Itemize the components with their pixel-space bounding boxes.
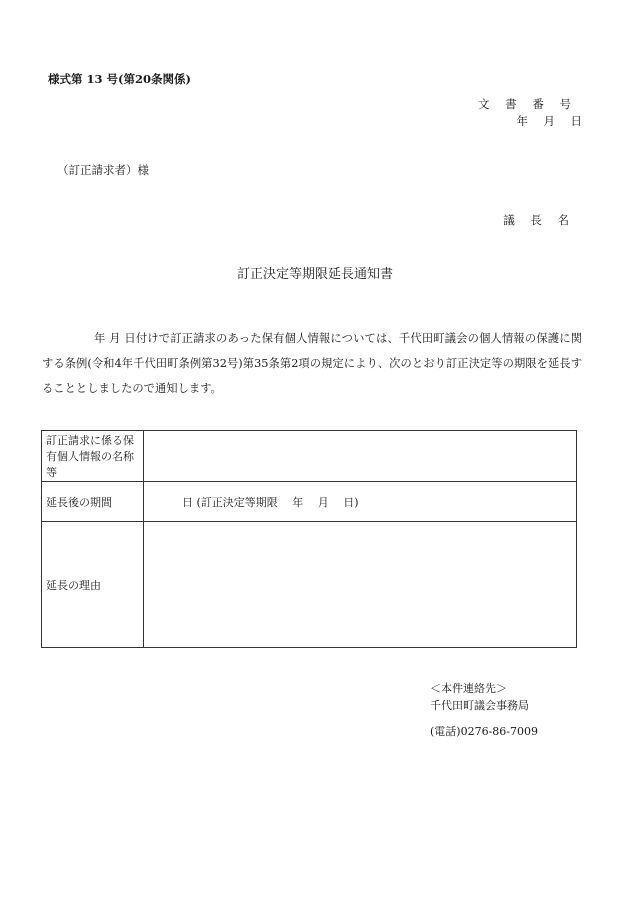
form-number: 様式第 13 号(第20条関係): [48, 72, 191, 86]
row-label-extension-period: 延長後の期間: [42, 482, 144, 522]
row-value-extension-period[interactable]: 日 (訂正決定等期限 年 月 日): [144, 482, 577, 522]
document-number-label: 文 書 番 号: [478, 97, 577, 111]
contact-block: [430, 680, 538, 740]
row-label-reason: 延長の理由: [42, 522, 144, 648]
contact-heading: ＜本件連絡先＞: [430, 682, 507, 695]
body-paragraph: [42, 326, 582, 401]
body-text: 年 月 日付けで訂正請求のあった保有個人情報については、千代田町議会の個人情報の保護に関する条例(令和4年千代田町条例第32号)第35条第2項の規定により、次のとおり訂正決定等の期限を延長することとしましたので通知します。: [42, 332, 582, 395]
chair-name: 議 長 名: [503, 213, 575, 227]
row-label-info-name: 訂正請求に係る保有個人情報の名称等: [42, 431, 144, 482]
info-table: [41, 430, 577, 648]
row-value-info-name[interactable]: [144, 431, 577, 482]
table-row: [42, 522, 577, 648]
table-row: [42, 482, 577, 522]
document-title: 訂正決定等期限延長通知書: [236, 267, 393, 282]
date-label: 年 月 日: [516, 114, 584, 128]
row-value-reason[interactable]: [144, 522, 577, 648]
table-row: [42, 431, 577, 482]
recipient-line: （訂正請求者）様: [57, 163, 149, 177]
contact-phone: (電話)0276-86-7009: [430, 725, 539, 738]
contact-office: 千代田町議会事務局: [430, 699, 529, 712]
